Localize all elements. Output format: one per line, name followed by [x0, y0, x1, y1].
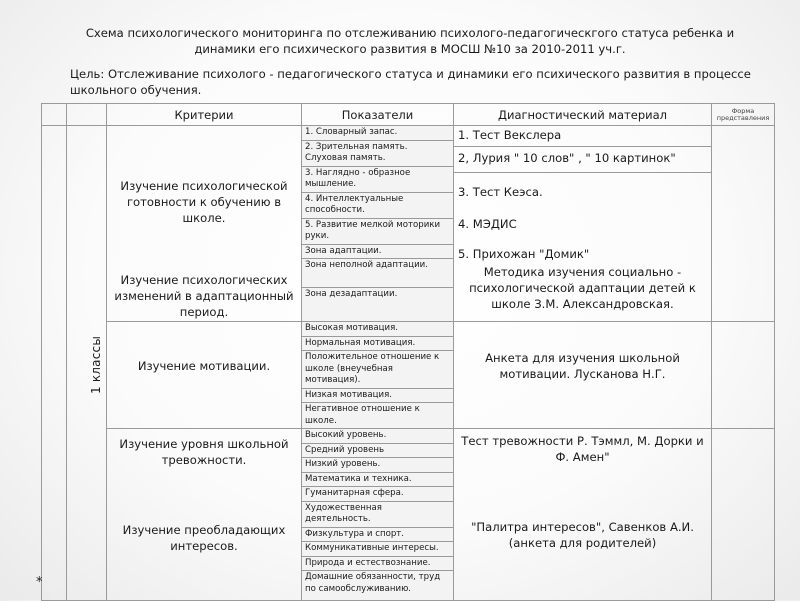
criteria-motivation: Изучение мотивации.: [137, 359, 271, 373]
header-empty-1: [42, 104, 67, 126]
indicator-item: Положительное отношение к школе (внеучебная мотивация).: [302, 351, 453, 389]
indicator-item: Низкая мотивация.: [302, 389, 453, 404]
indicator-item: Природа и естествознание.: [302, 557, 453, 572]
material-item: 3. Тест Кеэса.: [458, 185, 543, 199]
header-material: Диагностический материал: [454, 104, 712, 126]
indicator-item: Домашние обязанности, труд по самообслуживанию.: [305, 572, 441, 594]
header-indicators: Показатели: [302, 104, 454, 126]
criteria-cell-3: [107, 429, 302, 601]
form-cell-2: [712, 322, 775, 429]
left-margin-cell: [42, 126, 67, 601]
material-divider: [454, 146, 711, 147]
indicator-item: Зона адаптации.: [302, 245, 453, 260]
material-cell-2: [454, 322, 712, 429]
indicator-item: Средний уровень: [302, 444, 453, 459]
section-motivation-row: [42, 322, 775, 429]
material-item: 4. МЭДИС: [458, 217, 517, 231]
indicator-item: Высокий уровень.: [302, 429, 453, 444]
header-criteria: Критерии: [107, 104, 302, 126]
grade-label: 1 классы: [89, 335, 103, 394]
criteria-anxiety: Изучение уровня школьной тревожности.: [119, 437, 289, 467]
header-row: [42, 104, 775, 126]
indicator-item: 5. Развитие мелкой моторики руки.: [302, 219, 453, 245]
footer-mark: *: [36, 575, 43, 590]
header-empty-2: [67, 104, 107, 126]
indicators-cell-2: [302, 322, 454, 429]
indicator-item: Художественная деятельность.: [302, 502, 453, 528]
indicator-item: Гуманитарная сфера.: [302, 487, 453, 502]
section-adaptation-row: [42, 126, 775, 322]
material-item: 2, Лурия " 10 слов" , " 10 картинок": [458, 151, 676, 165]
indicator-item: Коммуникативные интересы.: [302, 542, 453, 557]
indicator-item: 1. Словарный запас.: [302, 126, 453, 141]
page-title: Схема психологического мониторинга по отслеживанию психолого-педагогическгого статуса ребенка и динамики его психического развития в МОСШ №10 за 2010-2011 уч.г.: [85, 26, 735, 56]
indicator-item: 3. Наглядно - образное мышление.: [302, 167, 453, 193]
material-item: Методика изучения социально - психологической адаптации детей к школе З.М. Александровская.: [469, 265, 696, 311]
criteria-readiness: Изучение психологической готовности к обучению в школе.: [120, 179, 288, 225]
indicator-item: Математика и техника.: [302, 473, 453, 488]
criteria-cell-1: [107, 126, 302, 322]
criteria-interests: Изучение преобладающих интересов.: [122, 523, 286, 553]
indicator-item: 2. Зрительная память. Слуховая память.: [302, 141, 453, 167]
form-cell-3: [712, 429, 775, 601]
section-anxiety-interests-row: [42, 429, 775, 601]
form-cell-1: [712, 126, 775, 322]
goal-text: Цель: Отслеживание психолого - педагогического статуса и динамики его психического развития в процессе школьного обучения.: [70, 67, 751, 97]
indicator-item: 4. Интеллектуальные способности.: [302, 193, 453, 219]
indicator-item: Высокая мотивация.: [302, 322, 453, 337]
indicator-item: Зона дезадаптации.: [305, 288, 398, 299]
header-form-label: Форма представления: [716, 106, 770, 122]
material-item: 5. Прихожан "Домик": [458, 247, 590, 261]
indicator-item: Низкий уровень.: [302, 458, 453, 473]
indicator-item: Негативное отношение к школе.: [305, 404, 420, 426]
indicator-item: Зона неполной адаптации.: [302, 259, 453, 288]
material-item: 1. Тест Векслера: [458, 128, 562, 142]
indicators-cell-3: [302, 429, 454, 601]
grade-cell: [67, 126, 107, 601]
criteria-cell-2: [107, 322, 302, 429]
criteria-adaptation: Изучение психологических изменений в адаптационный период.: [114, 273, 294, 319]
indicator-item: Нормальная мотивация.: [302, 337, 453, 352]
monitoring-table: [41, 103, 775, 601]
material-cell-1: [454, 126, 712, 322]
material-divider: [454, 172, 711, 173]
material-item: Тест тревожности Р. Тэммл, М. Дорки и Ф. Амен": [461, 434, 704, 464]
material-item: Анкета для изучения школьной мотивации. Лусканова Н.Г.: [485, 351, 680, 381]
material-item: "Палитра интересов", Савенков А.И. (анкета для родителей): [471, 520, 694, 550]
indicators-cell-1: [302, 126, 454, 322]
material-cell-3: [454, 429, 712, 601]
header-form: [712, 104, 775, 126]
indicator-item: Физкультура и спорт.: [302, 528, 453, 543]
